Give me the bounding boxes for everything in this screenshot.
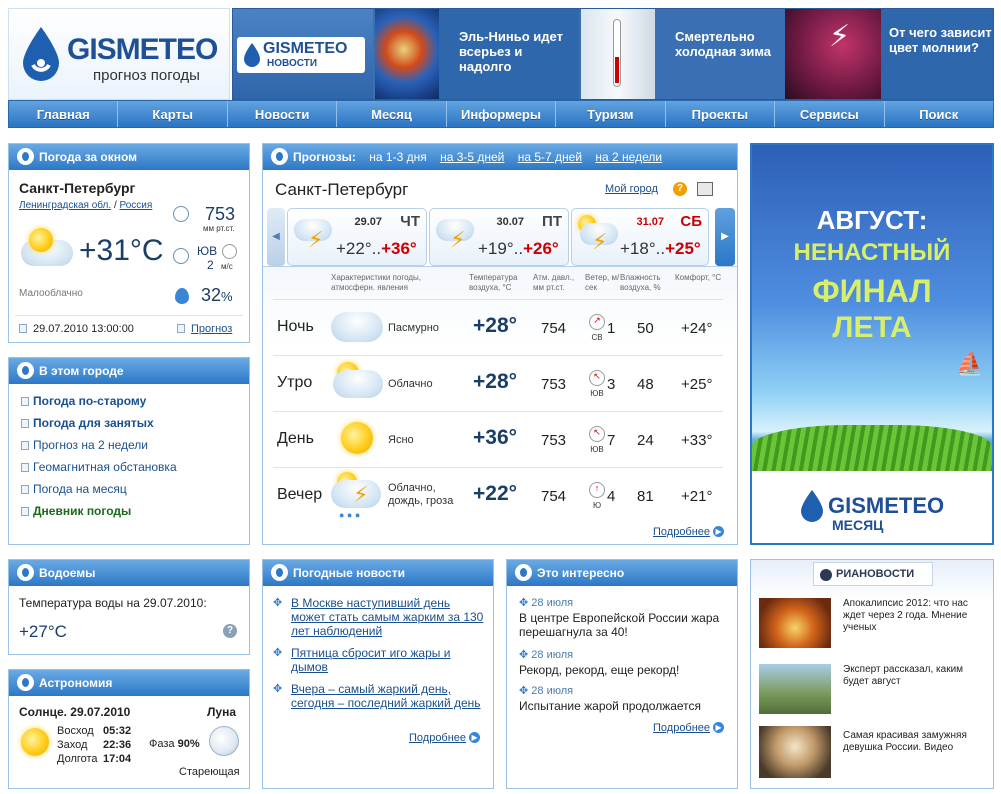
current-temp: +31°C <box>79 234 164 267</box>
wind-compass-icon: ↗ <box>589 314 605 330</box>
panel-header: Это интересно <box>507 560 737 586</box>
arrow-right-icon: ▶ <box>713 526 724 537</box>
top-banner[interactable] <box>232 8 994 100</box>
logo-subtitle: прогноз погоды <box>93 67 200 84</box>
ad-line-2: НЕНАСТНЫЙ <box>793 239 951 266</box>
news-more[interactable]: Подробнее ▶ <box>409 730 480 744</box>
moon-state: Стареющая <box>179 766 240 778</box>
banner-item-1[interactable]: Эль-Ниньо идет всерьез и надолго <box>439 9 579 99</box>
ad-banner[interactable] <box>750 143 994 545</box>
move-icon: ✥ <box>273 597 283 609</box>
nav-search[interactable]: Поиск <box>919 107 959 122</box>
gismeteo-icon <box>17 674 34 691</box>
wind-unit: м/с <box>221 262 233 271</box>
news-thumbnail <box>759 664 831 714</box>
panel-header: Водоемы <box>9 560 249 586</box>
col-header-cond: Характеристики погоды, атмосферн. явления <box>331 273 421 292</box>
ad-drop-icon <box>800 489 824 523</box>
wind-speed: 2 <box>207 258 214 272</box>
col-header-press: Атм. давл., мм рт.ст. <box>533 273 575 292</box>
nav-maps[interactable]: Карты <box>118 101 227 127</box>
interesting-item[interactable]: ✥ 28 июля Рекорд, рекорд, еще рекорд! <box>519 648 731 677</box>
condition-text: Малооблачно <box>19 288 83 299</box>
sun-title: Солнце. 29.07.2010 <box>19 705 131 719</box>
moon-title: Луна <box>207 705 237 719</box>
wind-compass-icon: ↖ <box>589 426 605 442</box>
wind-direction: ЮВ <box>197 244 218 258</box>
move-icon: ✥ <box>519 685 529 697</box>
city-link-month[interactable]: Погода на месяц <box>19 482 177 496</box>
water-temp: +27°C <box>19 622 67 641</box>
col-header-temp: Температура воздуха, °С <box>469 273 518 292</box>
logo-text: GISMETEO <box>67 33 218 66</box>
move-icon: ✥ <box>273 647 283 659</box>
region-link[interactable]: Ленинградская обл. <box>19 200 112 211</box>
ria-logo[interactable]: РИАНОВОСТИ <box>813 562 933 586</box>
my-city-link[interactable]: Мой город <box>605 183 658 195</box>
day-tab-sat[interactable]: ⚡ 31.07 СБ +18°..+25° <box>571 208 709 266</box>
weather-now-panel <box>8 143 250 343</box>
water-panel <box>8 559 250 655</box>
nav-informers[interactable]: Информеры <box>447 101 556 127</box>
interesting-item[interactable]: ✥ 28 июля Испытание жарой продолжается <box>519 684 731 713</box>
ad-logo: GISMETEO <box>828 493 945 518</box>
city-link-old-style[interactable]: Погода по-старому <box>19 394 177 408</box>
news-logo-text: GISMETEO <box>263 40 348 57</box>
ria-news-panel <box>750 559 994 789</box>
thunderstorm-icon: ⚡ <box>294 215 334 259</box>
interesting-more[interactable]: Подробнее ▶ <box>653 720 724 734</box>
banner-item-2[interactable]: Смертельно холодная зима <box>655 9 785 99</box>
nav-projects[interactable]: Проекты <box>666 101 775 127</box>
forecast-row-evening: Вечер ⚡ ● ● ● Облачно, дождь, гроза +22° 754 ↑ Ю 4 81 +21° <box>273 467 723 523</box>
gismeteo-icon <box>515 564 532 581</box>
interesting-item[interactable]: ✥ 28 июля В центре Европейской России жара перешагнула за 40! <box>519 596 731 639</box>
print-icon[interactable] <box>697 182 713 196</box>
nav-news[interactable]: Новости <box>228 101 337 127</box>
humidity-icon <box>175 288 189 304</box>
thermometer-image[interactable] <box>581 9 655 99</box>
sun-icon <box>21 728 49 756</box>
news-thumbnail <box>759 598 831 648</box>
move-icon: ✥ <box>519 649 529 661</box>
nav-tourism[interactable]: Туризм <box>556 101 665 127</box>
date-row: ✥ 28 июля <box>519 685 574 697</box>
forecast-city: Санкт-Петербург <box>275 180 409 199</box>
city-link-diary[interactable]: Дневник погоды <box>19 504 177 518</box>
wind-compass-icon <box>222 244 237 259</box>
move-icon: ✥ <box>273 683 283 695</box>
humidity-value: 32% <box>201 285 233 305</box>
tab-1-3-days[interactable]: на 1-3 дня <box>369 150 427 164</box>
panel-header: Погодные новости <box>263 560 493 586</box>
ria-item[interactable]: Эксперт рассказал, каким будет август <box>759 664 987 714</box>
wind-compass-icon: ↖ <box>589 370 605 386</box>
news-logo[interactable] <box>233 9 373 99</box>
col-header-hum: Влажность воздуха, % <box>620 273 661 292</box>
main-nav <box>8 100 994 128</box>
pressure-icon <box>173 206 189 222</box>
date-row: ✥ 28 июля <box>519 597 574 609</box>
thunderstorm-sun-icon: ⚡ <box>578 215 618 259</box>
water-label: Температура воды на 29.07.2010: <box>19 596 207 610</box>
next-days-arrow[interactable]: ▶ <box>715 208 735 266</box>
ria-item[interactable]: Апокалипсис 2012: что нас ждет через 2 года. Мнение ученых <box>759 598 987 648</box>
col-header-comfort: Комфорт, °С <box>675 273 722 282</box>
forecast-link[interactable]: Прогноз <box>191 323 233 335</box>
wind-compass-icon: ↑ <box>589 482 605 498</box>
forecast-row-night: Ночь Пасмурно +28° 754 ↗ СВ 1 50 +24° <box>273 299 723 355</box>
pressure-unit: мм рт.ст. <box>203 224 235 233</box>
sailboat-icon: ⛵ <box>956 351 984 376</box>
panel-header: Астрономия <box>9 670 249 696</box>
news-thumbnail <box>759 726 831 778</box>
gismeteo-icon <box>17 362 34 379</box>
overcast-icon <box>331 312 383 342</box>
observation-datetime: 29.07.2010 13:00:00 <box>33 323 134 335</box>
sunrise-row: Восход 05:32 <box>57 725 132 737</box>
tab-3-5-days[interactable]: на 3-5 дней <box>440 150 505 164</box>
clear-sun-icon <box>341 422 373 454</box>
col-header-wind: Ветер, м/сек <box>585 273 620 292</box>
news-item[interactable]: ✥ Пятница сбросит иго жары и дымов <box>273 646 451 674</box>
ria-globe-icon <box>820 569 832 581</box>
day-tab-fri[interactable]: ⚡ 30.07 ПТ +19°..+26° <box>429 208 569 266</box>
in-city-panel <box>8 357 250 545</box>
news-item[interactable]: ✥ В Москве наступивший день может стать самым жарким за 130 лет наблюдений <box>273 596 484 638</box>
gismeteo-icon <box>271 564 288 581</box>
ad-line-1: АВГУСТ: <box>816 205 928 235</box>
site-logo[interactable] <box>8 8 230 100</box>
move-icon: ✥ <box>519 597 529 609</box>
forecast-row-day: День Ясно +36° 753 ↖ ЮВ 7 24 +33° <box>273 411 723 467</box>
day-tab-thu[interactable]: ⚡ 29.07 ЧТ +22°..+36° <box>287 208 427 266</box>
news-item[interactable]: ✥ Вчера – самый жаркий день, сегодня – последний жаркий день <box>273 682 481 710</box>
drop-logo-icon <box>19 25 63 85</box>
city-link-2weeks[interactable]: Прогноз на 2 недели <box>19 438 177 452</box>
panel-header: В этом городе <box>9 358 249 384</box>
weather-news-panel <box>262 559 494 789</box>
help-icon[interactable]: ? <box>673 182 687 196</box>
nav-month[interactable]: Месяц <box>337 101 446 127</box>
region-line: Ленинградская обл. / Россия <box>19 200 153 211</box>
news-logo-sub: НОВОСТИ <box>267 58 318 69</box>
arrow-right-icon: ▶ <box>469 732 480 743</box>
nav-home[interactable]: Главная <box>9 101 118 127</box>
city-link-busy[interactable]: Погода для занятых <box>19 416 177 430</box>
sunset-row: Заход 22:36 <box>57 739 132 751</box>
moon-icon <box>209 726 239 756</box>
gismeteo-icon <box>17 564 34 581</box>
city-name: Санкт-Петербург <box>19 180 136 196</box>
cloudy-icon <box>333 370 383 398</box>
arrow-right-icon: ▶ <box>713 722 724 733</box>
moon-phase-row: Фаза 90% <box>149 738 200 750</box>
elnino-image[interactable] <box>375 9 439 99</box>
date-row: ✥ 28 июля <box>519 649 574 661</box>
thunderstorm-icon: ⚡ <box>436 215 476 259</box>
nav-services[interactable]: Сервисы <box>775 101 884 127</box>
ad-logo-sub: МЕСЯЦ <box>832 517 884 533</box>
forecast-table <box>263 266 737 542</box>
news-drop-icon <box>243 42 261 68</box>
panel-header: Погода за окном <box>9 144 249 170</box>
tab-2-weeks[interactable]: на 2 недели <box>595 150 663 164</box>
interesting-panel <box>506 559 738 789</box>
help-icon[interactable]: ? <box>223 624 237 638</box>
city-link-geomagnetic[interactable]: Геомагнитная обстановка <box>19 460 177 474</box>
forecast-more[interactable]: Подробнее ▶ <box>653 524 724 538</box>
calendar-icon <box>19 324 27 333</box>
banner-item-3[interactable]: От чего зависит цвет молнии? <box>881 9 994 99</box>
forecast-doc-icon <box>177 324 185 333</box>
ria-item[interactable]: Самая красивая замужняя девушка России. Видео <box>759 726 987 782</box>
wind-icon <box>173 248 189 264</box>
country-link[interactable]: Россия <box>119 200 153 211</box>
gismeteo-icon <box>271 148 288 165</box>
lightning-image[interactable]: ⚡ <box>785 9 881 99</box>
pressure-value: 753 <box>205 204 236 224</box>
ad-line-3: ФИНАЛ <box>812 273 932 309</box>
forecast-row-morning: Утро Облачно +28° 753 ↖ ЮВ 3 48 +25° <box>273 355 723 411</box>
prev-days-arrow[interactable]: ◀ <box>267 208 285 266</box>
forecast-header: Прогнозы: на 1-3 дня на 3-5 дней на 5-7 дней на 2 недели <box>263 144 737 170</box>
daylength-row: Долгота 17:04 <box>57 753 132 765</box>
ad-line-4: ЛЕТА <box>832 311 912 344</box>
tab-5-7-days[interactable]: на 5-7 дней <box>517 150 583 164</box>
astronomy-panel <box>8 669 250 789</box>
gismeteo-icon <box>17 148 34 165</box>
